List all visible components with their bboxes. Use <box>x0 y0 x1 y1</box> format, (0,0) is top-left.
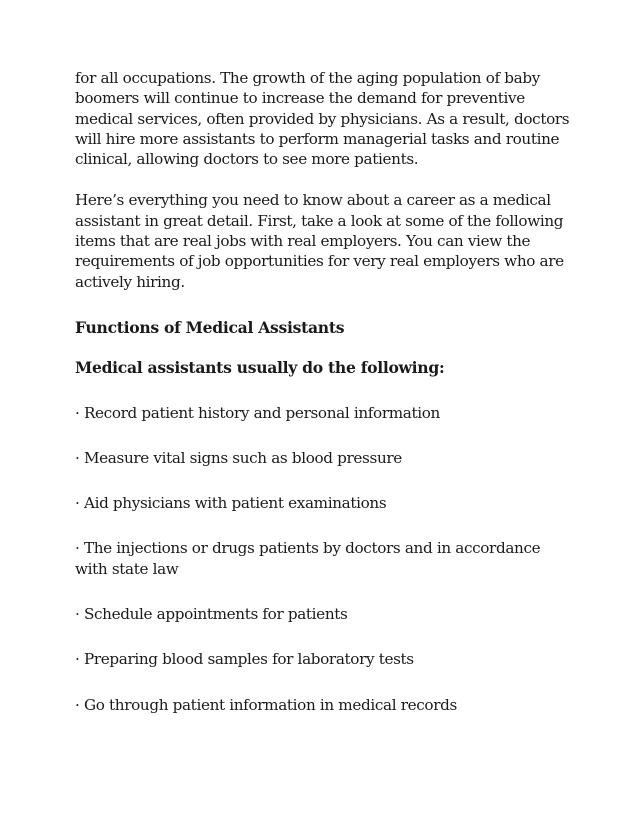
list-item: · Preparing blood samples for laboratory tests <box>75 650 414 669</box>
document-page <box>75 68 575 715</box>
list-item: · Aid physicians with patient examinations <box>75 494 387 513</box>
intro-paragraph: for all occupations. The growth of the aging population of baby boomers will continue to increase the demand for preventive medical services, often provided by physicians. As a result, doctors will hire more assistants to perform managerial tasks and routine clinical, allowing doctors to see more patients. <box>75 69 570 169</box>
section-heading: Functions of Medical Assistants <box>75 317 345 337</box>
list-item: · Go through patient information in medical records <box>75 695 457 714</box>
list-item: · Schedule appointments for patients <box>75 605 348 624</box>
list-item: · Measure vital signs such as blood pressure <box>75 448 402 467</box>
section-subheading: Medical assistants usually do the following: <box>75 358 445 378</box>
list-item: · Record patient history and personal information <box>75 403 440 422</box>
career-overview-paragraph: Here’s everything you need to know about a career as a medical assistant in great detail. First, take a look at some of the following items that are real jobs with real employers. You can view the requirements of job opportunities for very real employers who are actively hiring. <box>75 191 564 291</box>
duties-list <box>75 403 575 715</box>
list-item: · The injections or drugs patients by doctors and in accordance with state law <box>75 539 541 578</box>
